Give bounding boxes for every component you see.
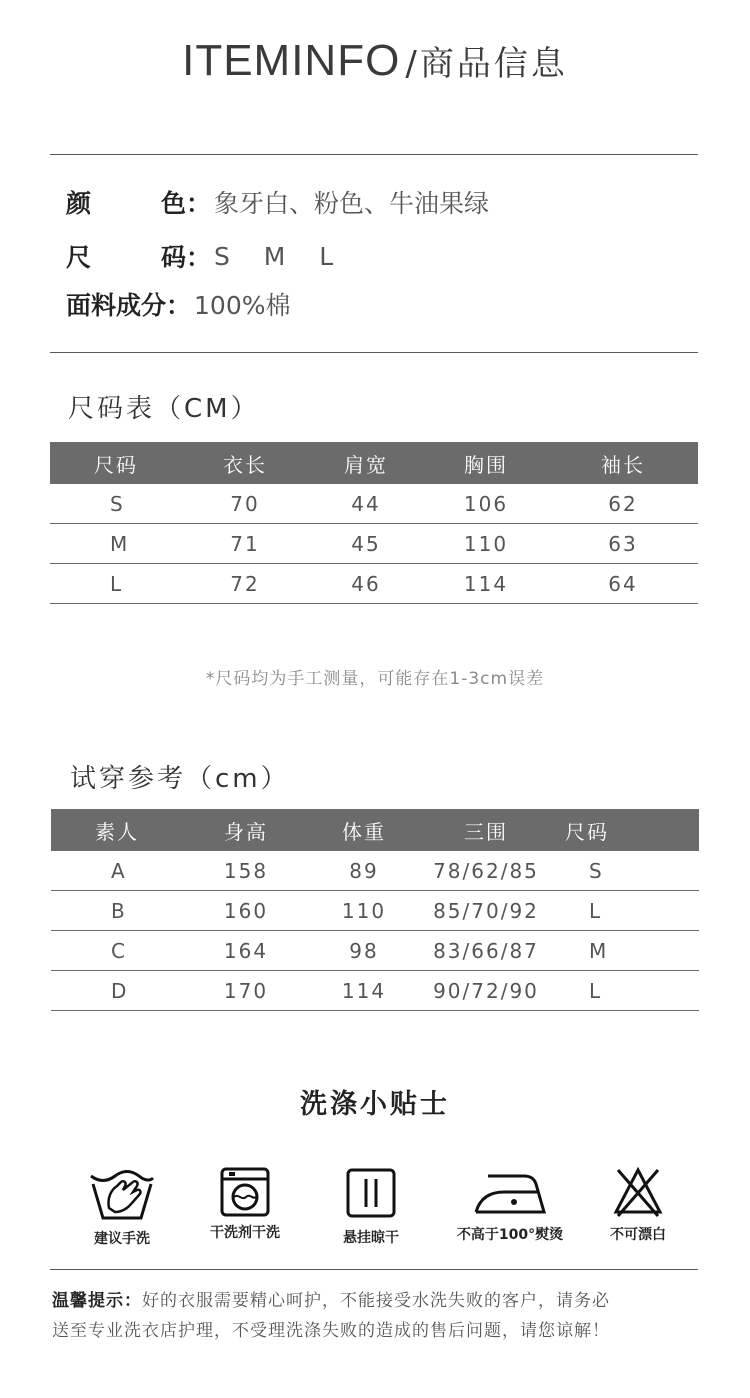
table-header: 素人 [51, 809, 183, 851]
table-header: 尺码 [50, 442, 182, 484]
tip-head: 温馨提示： [52, 1291, 142, 1311]
info-fabric-value: 100%棉 [194, 291, 291, 320]
tip-line-2: 送至专业洗衣店护理，不受理洗涤失败的造成的售后问题，请您谅解！ [52, 1321, 610, 1341]
table-cell: 89 [309, 851, 419, 891]
table-header: 胸围 [424, 442, 548, 484]
wash-label: 干洗剂干洗 [210, 1225, 280, 1241]
iron-icon [470, 1168, 550, 1218]
colon: ： [186, 189, 212, 218]
table-row [51, 931, 699, 971]
table-cell: B [51, 891, 183, 931]
size-chart-table [50, 442, 698, 604]
divider [50, 154, 698, 155]
wash-label: 不可漂白 [610, 1227, 666, 1243]
info-size-row [66, 239, 339, 273]
wash-label: 悬挂晾干 [343, 1230, 399, 1246]
info-size-label [66, 238, 186, 274]
table-cell: 164 [183, 931, 309, 971]
info-fabric-label: 面料成分 [66, 291, 167, 320]
try-on-table [51, 809, 699, 1011]
info-fabric-row [66, 287, 291, 321]
table-cell: 106 [424, 484, 548, 524]
hang-dry-icon [345, 1167, 397, 1219]
label-char: 色 [160, 189, 186, 218]
warm-tip [52, 1286, 712, 1346]
hand-wash-icon [87, 1164, 157, 1222]
table-header-row [51, 809, 699, 851]
table-cell: S [553, 851, 699, 891]
measurement-note: *尺码均为手工测量，可能存在1-3cm误差 [205, 669, 545, 689]
table-header: 三围 [419, 809, 553, 851]
wash-item-dry-clean [175, 1166, 315, 1242]
table-cell: S [50, 484, 182, 524]
wash-item-hang-dry [301, 1167, 441, 1247]
table-cell: L [553, 971, 699, 1011]
table-row [50, 564, 698, 604]
divider [50, 352, 698, 353]
table-cell: 83/66/87 [419, 931, 553, 971]
table-cell: 70 [182, 484, 308, 524]
table-cell: 78/62/85 [419, 851, 553, 891]
info-color-row [66, 185, 489, 219]
washing-title: 洗涤小贴士 [300, 1089, 450, 1120]
table-cell: 98 [309, 931, 419, 971]
wash-item-no-bleach [568, 1164, 708, 1244]
tip-text: 好的衣服需要精心呵护，不能接受水洗失败的客户，请务必 [142, 1291, 610, 1311]
table-cell: 90/72/90 [419, 971, 553, 1011]
table-cell: A [51, 851, 183, 891]
wash-label: 建议手洗 [94, 1231, 150, 1247]
table-row [51, 851, 699, 891]
table-cell: 64 [548, 564, 698, 604]
dry-clean-icon [219, 1166, 271, 1218]
table-cell: 170 [183, 971, 309, 1011]
table-cell: 72 [182, 564, 308, 604]
table-row [51, 971, 699, 1011]
info-size-value: S M L [214, 241, 340, 271]
table-cell: 46 [308, 564, 424, 604]
table-cell: 62 [548, 484, 698, 524]
info-color-label [66, 184, 186, 220]
title-english: ITEMINFO [182, 36, 401, 85]
table-cell: 45 [308, 524, 424, 564]
table-row [50, 484, 698, 524]
wash-label: 不高于100°熨烫 [456, 1227, 564, 1243]
page-title [0, 36, 750, 86]
title-chinese: /商品信息 [405, 44, 568, 84]
colon: ： [186, 243, 212, 272]
table-cell: 110 [309, 891, 419, 931]
table-header: 体重 [309, 809, 419, 851]
size-chart-title: 尺码表（CM） [68, 394, 260, 424]
table-header-row [50, 442, 698, 484]
label-char: 码 [160, 243, 186, 272]
table-header: 身高 [183, 809, 309, 851]
divider [50, 1269, 698, 1270]
table-cell: M [50, 524, 182, 564]
table-cell: 158 [183, 851, 309, 891]
table-header: 肩宽 [308, 442, 424, 484]
table-cell: L [50, 564, 182, 604]
info-color-value: 象牙白、粉色、牛油果绿 [214, 189, 490, 218]
table-cell: L [553, 891, 699, 931]
table-header: 尺码 [553, 809, 699, 851]
table-row [50, 524, 698, 564]
table-cell: 71 [182, 524, 308, 564]
table-cell: 63 [548, 524, 698, 564]
table-cell: C [51, 931, 183, 971]
wash-item-hand [52, 1164, 192, 1248]
table-cell: 114 [424, 564, 548, 604]
colon: ： [166, 291, 192, 320]
wash-item-iron [440, 1168, 580, 1244]
table-cell: D [51, 971, 183, 1011]
table-header: 袖长 [548, 442, 698, 484]
table-cell: 44 [308, 484, 424, 524]
table-cell: 114 [309, 971, 419, 1011]
table-cell: 85/70/92 [419, 891, 553, 931]
table-cell: M [553, 931, 699, 971]
label-char: 尺 [66, 243, 92, 272]
table-header: 衣长 [182, 442, 308, 484]
tip-line-1 [52, 1286, 712, 1316]
table-cell: 110 [424, 524, 548, 564]
table-row [51, 891, 699, 931]
label-char: 颜 [66, 189, 92, 218]
try-on-title: 试穿参考（cm） [70, 764, 290, 794]
table-cell: 160 [183, 891, 309, 931]
no-bleach-icon [610, 1164, 666, 1220]
